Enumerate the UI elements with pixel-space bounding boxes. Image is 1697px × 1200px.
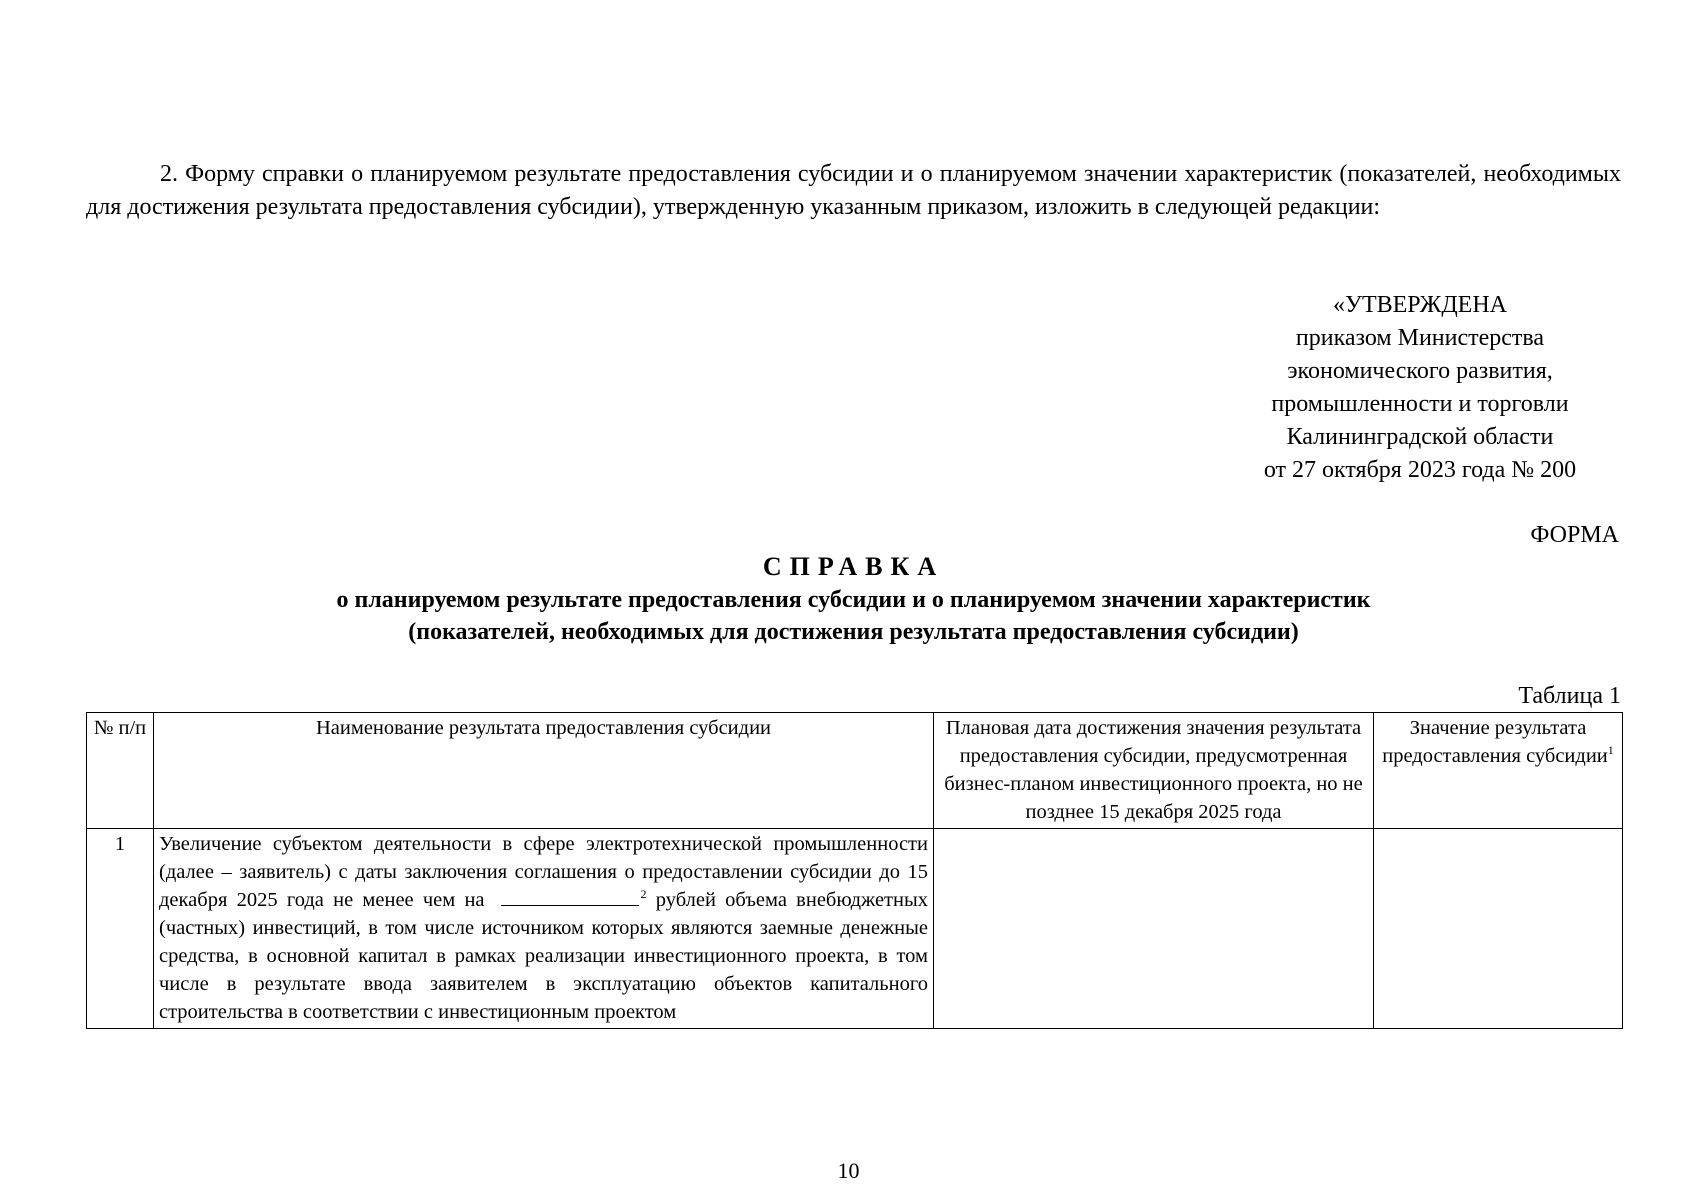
header-name: Наименование результата предоставления субсидии [154,713,934,829]
footnote-ref: 1 [1607,743,1614,758]
row-num: 1 [87,829,154,1029]
footnote-ref: 2 [640,887,647,902]
row-date [934,829,1374,1029]
header-date: Плановая дата достижения значения результата предоставления субсидии, предусмотренная бизнес-планом инвестиционного проекта, но не позднее 15 декабря 2025 года [934,713,1374,829]
page-number: 10 [837,1158,860,1183]
table-row [87,829,1623,1029]
approval-line: приказом Министерства [1295,325,1545,351]
intro-paragraph: 2. Форму справки о планируемом результате предоставления субсидии и о планируемом значении характеристик (показателей, необходимых для достижения результата предоставления субсидии), утвержденную указанным приказом, изложить в следующей редакции: [86,161,1621,220]
title-line-1: о планируемом результате предоставления субсидии и о планируемом значении характеристик [336,587,1371,613]
approval-line: Калининградской области [1286,424,1554,450]
row-value [1374,829,1623,1029]
approval-line: экономического развития, [1287,358,1553,384]
blank-amount-line [501,887,639,906]
document-title [86,550,1621,648]
table-header-row [87,713,1623,829]
title-line-2: (показателей, необходимых для достижения результата предоставления субсидии) [408,619,1299,645]
results-table [86,712,1623,1029]
approval-stamp [1230,289,1610,487]
row-description: Увеличение субъектом деятельности в сфере электротехнической промышленности (далее – заявитель) с даты заключения соглашения о предоставлении субсидии до 15 декабря 2025 года не менее чем на $^2$ рублей объема внебюджетных (частных) инвестиций, в том числе источником которых являются заемные денежные средства, в основной капитал в рамках реализации инвестиционного проекта, в том числе в результате ввода заявителем в эксплуатацию объектов капитального строительства в соответствии с инвестиционным проектом [154,829,934,1029]
table-caption: Таблица 1 [1518,683,1621,709]
header-value: Значение результата предоставления субсидии$^1$ [1374,713,1623,829]
forma-label: ФОРМА [1530,522,1619,548]
approval-line: «УТВЕРЖДЕНА [1332,292,1508,318]
title-main: СПРАВКА [762,552,945,581]
approval-line: промышленности и торговли [1271,391,1569,417]
approval-line: от 27 октября 2023 года № 200 [1263,457,1577,483]
header-num: № п/п [87,713,154,829]
